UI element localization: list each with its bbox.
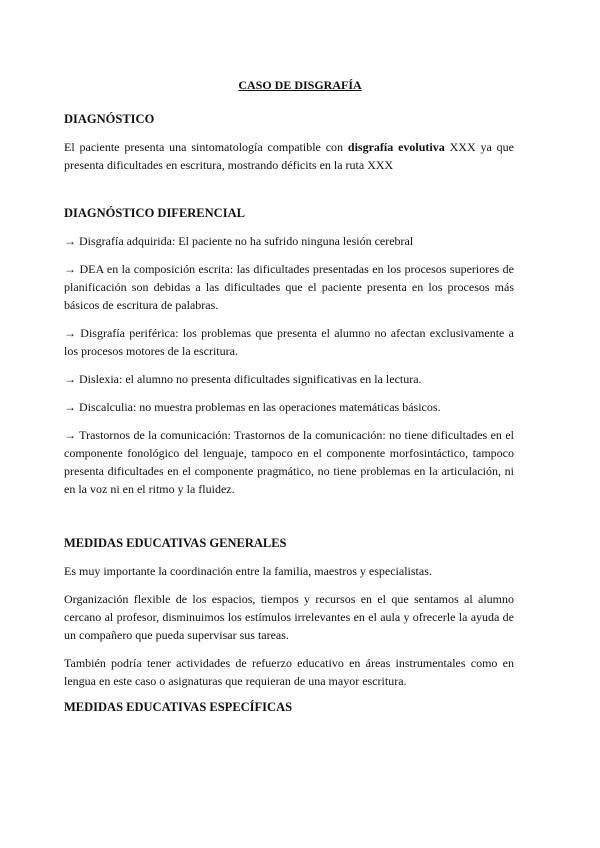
diferencial-item-text: Trastornos de la comunicación: Trastornos de la comunicación: no tiene dificultades en el componente fonológico del lenguaje, tampoco en el componente morfosintáctico, tampoco presenta dificultades en el componente pragmático, no tiene problemas en la articulación, ni en la voz ni en el ritmo y la fluidez. [64,428,514,496]
diferencial-item-text: Disgrafía periférica: los problemas que presenta el alumno no afectan exclusivamente a los procesos motores de la escritura. [64,326,514,358]
diferencial-item-text: Disgrafía adquirida: El paciente no ha sufrido ninguna lesión cerebral [76,234,414,248]
arrow-right-icon: → [64,400,76,414]
generales-paragraph: Es muy importante la coordinación entre la familia, maestros y especialistas. [64,564,432,578]
heading-diagnostico: DIAGNÓSTICO [64,112,155,126]
diferencial-item [64,398,514,416]
heading-medidas-generales: MEDIDAS EDUCATIVAS GENERALES [64,536,287,550]
heading-diagnostico-diferencial: DIAGNÓSTICO DIFERENCIAL [64,206,245,220]
heading-medidas-especificas: MEDIDAS EDUCATIVAS ESPECÍFICAS [64,700,293,714]
arrow-right-icon: → [64,234,76,248]
diferencial-item [64,232,514,250]
diagnostico-bold-term: disgrafía evolutiva [347,140,445,154]
diferencial-item-text: Discalculia: no muestra problemas en las operaciones matemáticas básicos. [76,400,441,414]
diferencial-item [64,426,514,498]
diagnostico-text-after: XXX ya que presenta dificultades en escritura, mostrando déficits en la ruta XXX [64,140,514,172]
diferencial-item-text: DEA en la composición escrita: las dificultades presentadas en los procesos superiores de planificación son debidas a las dificultades que el paciente presenta en los procesos más básicos de escritura de palabras. [64,262,514,312]
generales-paragraph: Organización flexible de los espacios, tiempos y recursos en el que sentamos al alumno cercano al profesor, disminuimos los estímulos irrelevantes en el aula y ofrecerle la ayuda de un compañero que pueda supervisar sus tareas. [64,592,514,642]
arrow-right-icon: → [64,326,76,340]
diferencial-item-text: Dislexia: el alumno no presenta dificultades significativas en la lectura. [76,372,422,386]
generales-paragraph: También podría tener actividades de refuerzo educativo en áreas instrumentales como en lengua en este caso o asignaturas que requieran de una mayor escritura. [64,656,514,688]
diagnostico-paragraph [64,138,514,174]
arrow-right-icon: → [64,428,76,442]
arrow-right-icon: → [64,372,76,386]
document-title: CASO DE DISGRAFÍA [238,78,362,92]
diferencial-item [64,260,514,314]
diagnostico-text-before: El paciente presenta una sintomatología compatible con [64,140,348,154]
diferencial-item [64,324,514,360]
diferencial-item [64,370,514,388]
arrow-right-icon: → [64,262,76,276]
